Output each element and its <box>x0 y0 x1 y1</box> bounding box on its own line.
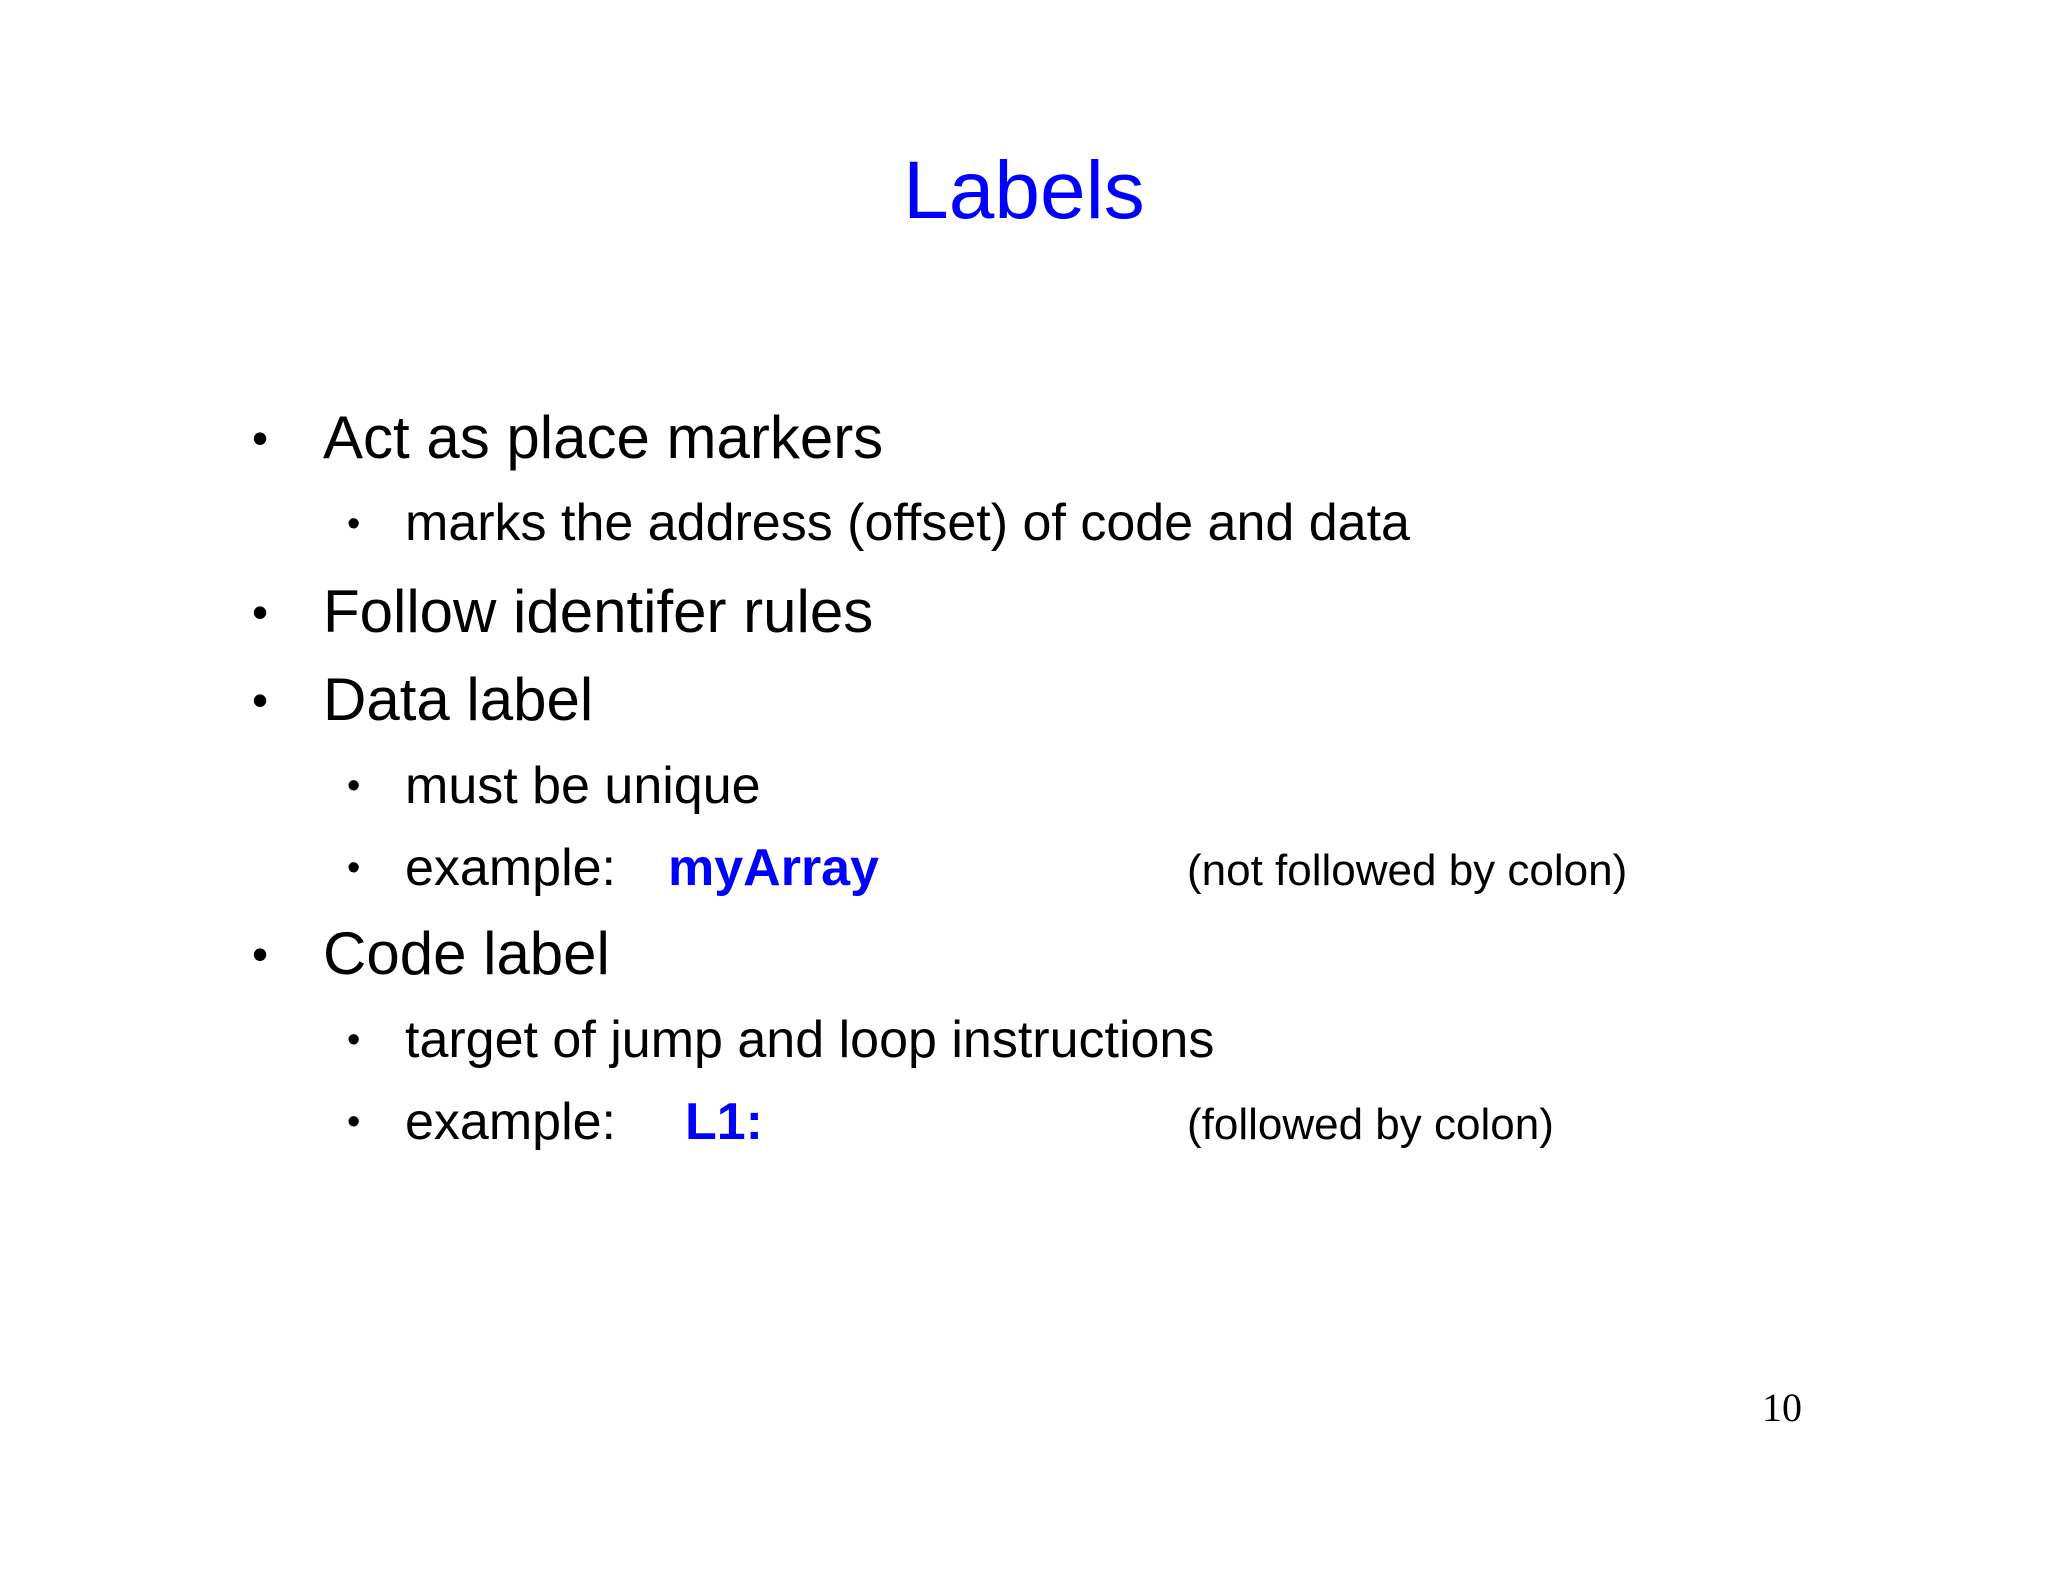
bullet-icon: • <box>252 412 269 464</box>
sub-bullet-icon: • <box>347 1101 361 1143</box>
sub-bullet-icon: • <box>347 1019 361 1061</box>
bullet-icon: • <box>252 586 269 638</box>
sub-bullet-icon: • <box>347 765 361 807</box>
sub-bullet-item-must-be-unique: must be unique <box>405 757 761 815</box>
bullet-icon: • <box>252 928 269 980</box>
sub-bullet-item-data-example: example: <box>405 839 616 897</box>
note-not-followed-by-colon: (not followed by colon) <box>1187 846 1628 895</box>
bullet-item-follow-identifier-rules: Follow identifer rules <box>323 578 874 645</box>
note-followed-by-colon: (followed by colon) <box>1187 1100 1554 1149</box>
page-number: 10 <box>1762 1385 1802 1430</box>
code-example-l1: L1: <box>685 1093 763 1151</box>
sub-bullet-icon: • <box>347 503 361 545</box>
bullet-item-act-as-place-markers: Act as place markers <box>323 404 884 471</box>
bullet-item-data-label: Data label <box>323 666 594 733</box>
sub-bullet-icon: • <box>347 847 361 889</box>
sub-bullet-item-marks-address: marks the address (offset) of code and data <box>405 494 1410 552</box>
bullet-icon: • <box>252 674 269 726</box>
slide-title: Labels <box>903 145 1145 236</box>
bullet-item-code-label: Code label <box>323 920 610 987</box>
code-example-myarray: myArray <box>668 839 880 897</box>
sub-bullet-item-target-of-jump: target of jump and loop instructions <box>405 1011 1215 1069</box>
sub-bullet-item-code-example: example: <box>405 1093 616 1151</box>
